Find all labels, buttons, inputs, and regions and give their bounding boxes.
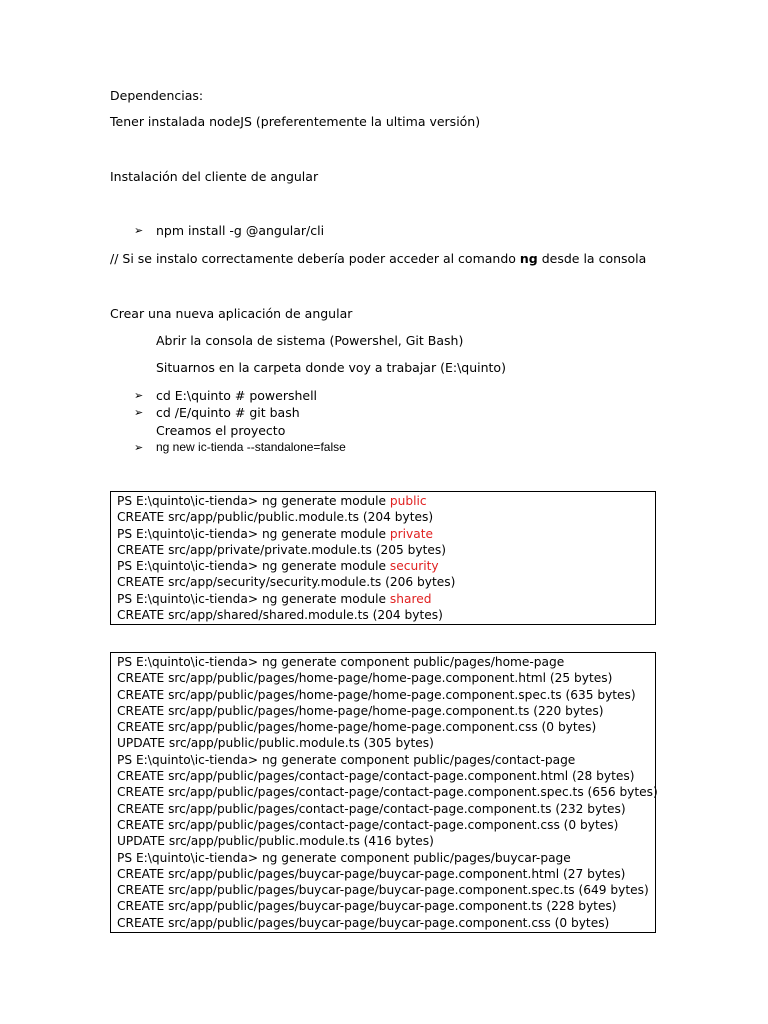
terminal-line: CREATE src/app/public/pages/contact-page/contact-page.component.css (0 bytes) [117, 817, 619, 832]
terminal-line: UPDATE src/app/public/public.module.ts (305 bytes) [117, 736, 434, 751]
terminal-line: CREATE src/app/public/pages/contact-page/contact-page.component.html (28 bytes) [117, 769, 635, 784]
arrow-bullet-icon: ➢ [134, 224, 144, 237]
ng-new-command: ng new ic-tienda --standalone=false [156, 440, 346, 454]
terminal-line: CREATE src/app/public/pages/home-page/home-page.component.spec.ts (635 bytes) [117, 687, 636, 702]
module-name-highlight: shared [389, 591, 432, 606]
comment-line [110, 251, 646, 266]
terminal-line: CREATE src/app/public/pages/home-page/home-page.component.ts (220 bytes) [117, 703, 604, 718]
crear-heading: Crear una nueva aplicación de angular [110, 306, 353, 321]
terminal-line: PS E:\quinto\ic-tienda> ng generate component public/pages/buycar-page [117, 850, 571, 865]
module-name-highlight: security [389, 559, 439, 574]
terminal-line: PS E:\quinto\ic-tienda> ng generate module shared [117, 591, 432, 606]
abrir-text: Abrir la consola de sistema (Powershel, Git Bash) [156, 333, 464, 348]
terminal-line: CREATE src/app/public/pages/buycar-page/buycar-page.component.css (0 bytes) [117, 915, 610, 930]
instalacion-heading: Instalación del cliente de angular [110, 169, 319, 184]
terminal-line: CREATE src/app/public/pages/buycar-page/buycar-page.component.html (27 bytes) [117, 866, 626, 881]
comment-bold-ng: ng [519, 251, 538, 266]
cd-gitbash-command: cd /E/quinto # git bash [156, 405, 300, 420]
terminal-line: CREATE src/app/private/private.module.ts (205 bytes) [117, 542, 446, 557]
terminal-line: CREATE src/app/security/security.module.ts (206 bytes) [117, 575, 456, 590]
dependencias-heading: Dependencias: [110, 88, 204, 103]
comment-after: desde la consola [537, 251, 647, 266]
modules-output-box [110, 491, 656, 625]
components-output-box [110, 652, 656, 933]
terminal-line: PS E:\quinto\ic-tienda> ng generate component public/pages/home-page [117, 655, 565, 669]
terminal-line: CREATE src/app/public/public.module.ts (204 bytes) [117, 510, 434, 525]
module-name-highlight: public [389, 494, 427, 508]
arrow-bullet-icon: ➢ [134, 389, 144, 402]
terminal-line: CREATE src/app/public/pages/contact-page/contact-page.component.spec.ts (656 bytes) [117, 785, 658, 800]
arrow-bullet-icon: ➢ [134, 441, 144, 454]
creamos-text: Creamos el proyecto [156, 423, 286, 438]
comment-before: // Si se instalo correctamente debería poder acceder al comando [110, 251, 520, 266]
module-name-highlight: private [389, 526, 434, 541]
terminal-line: PS E:\quinto\ic-tienda> ng generate module public [117, 494, 427, 508]
npm-install-command: npm install -g @angular/cli [156, 223, 325, 238]
tener-text: Tener instalada nodeJS (preferentemente la ultima versión) [110, 114, 481, 129]
cd-powershell-command: cd E:\quinto # powershell [156, 388, 318, 403]
terminal-line: CREATE src/app/public/pages/home-page/home-page.component.html (25 bytes) [117, 671, 613, 686]
terminal-line: CREATE src/app/public/pages/contact-page/contact-page.component.ts (232 bytes) [117, 801, 626, 816]
terminal-line: CREATE src/app/public/pages/buycar-page/buycar-page.component.ts (228 bytes) [117, 899, 617, 914]
terminal-line: CREATE src/app/public/pages/home-page/home-page.component.css (0 bytes) [117, 720, 597, 735]
situarnos-text: Situarnos en la carpeta donde voy a trabajar (E:\quinto) [156, 360, 506, 375]
terminal-line: UPDATE src/app/public/public.module.ts (416 bytes) [117, 834, 434, 849]
terminal-line: CREATE src/app/public/pages/buycar-page/buycar-page.component.spec.ts (649 bytes) [117, 883, 649, 898]
terminal-line: PS E:\quinto\ic-tienda> ng generate module security [117, 559, 439, 574]
arrow-bullet-icon: ➢ [134, 406, 144, 419]
terminal-line: PS E:\quinto\ic-tienda> ng generate module private [117, 526, 434, 541]
terminal-line: PS E:\quinto\ic-tienda> ng generate component public/pages/contact-page [117, 752, 576, 767]
terminal-line: CREATE src/app/shared/shared.module.ts (204 bytes) [117, 608, 443, 623]
